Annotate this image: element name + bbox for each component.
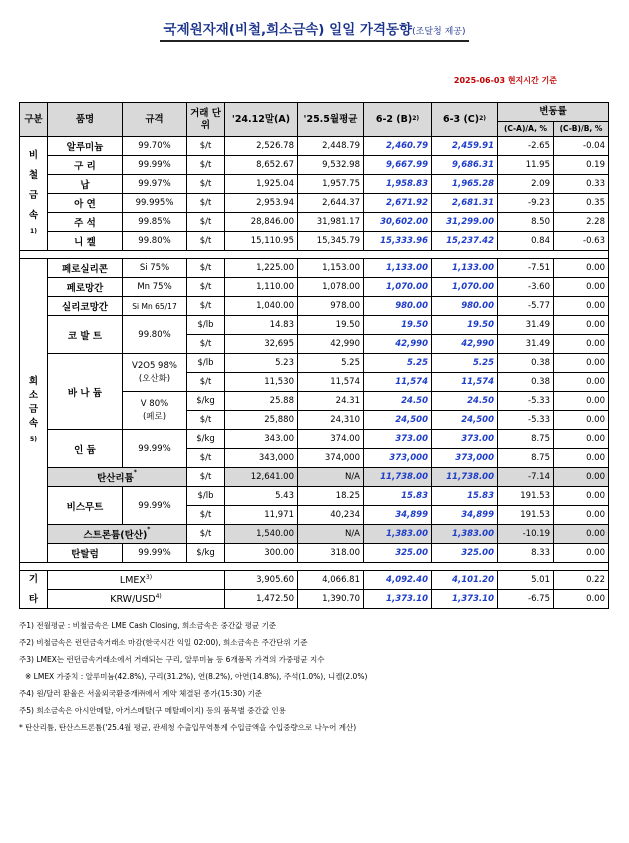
table-row <box>20 297 609 316</box>
rate-cb: 0.00 <box>554 392 609 411</box>
rate-cb: 0.00 <box>554 278 609 297</box>
table-row <box>20 175 609 194</box>
value-0602: 2,671.92 <box>364 194 432 213</box>
value-may25: 18.25 <box>298 487 364 506</box>
value-may25: 374.00 <box>298 430 364 449</box>
item-spec <box>123 354 187 392</box>
rate-ca: 2.09 <box>498 175 554 194</box>
value-0602: 24,500 <box>364 411 432 430</box>
item-unit: $/t <box>187 278 225 297</box>
table-row <box>20 487 609 506</box>
value-may25: 4,066.81 <box>298 571 364 590</box>
page-title: 국제원자재(비철,희소금속) 일일 가격동향(조달청 제공) <box>160 18 470 42</box>
category-nonferrous-label: 비 철 금 속 <box>28 149 39 221</box>
rate-ca: 31.49 <box>498 335 554 354</box>
rate-cb: 0.00 <box>554 335 609 354</box>
item-name: 페로망간 <box>48 278 123 297</box>
value-0602: 1,133.00 <box>364 259 432 278</box>
value-0603: 325.00 <box>432 544 498 563</box>
value-may25: 42,990 <box>298 335 364 354</box>
value-0602: 1,383.00 <box>364 525 432 544</box>
rate-cb: -0.63 <box>554 232 609 251</box>
rate-ca: -10.19 <box>498 525 554 544</box>
value-dec24: 1,540.00 <box>225 525 298 544</box>
table-row <box>20 430 609 449</box>
rate-cb: 0.00 <box>554 259 609 278</box>
table-row <box>20 590 609 609</box>
item-spec: Si Mn 65/17 <box>123 297 187 316</box>
rate-ca: 191.53 <box>498 487 554 506</box>
value-dec24: 8,652.67 <box>225 156 298 175</box>
item-spec: 99.85% <box>123 213 187 232</box>
item-spec: 99.70% <box>123 137 187 156</box>
rate-cb: 0.00 <box>554 506 609 525</box>
item-unit: $/lb <box>187 316 225 335</box>
value-dec24: 25.88 <box>225 392 298 411</box>
item-spec <box>123 392 187 430</box>
value-0603: 1,373.10 <box>432 590 498 609</box>
rate-cb: 0.00 <box>554 525 609 544</box>
rate-ca: 8.33 <box>498 544 554 563</box>
category-nonferrous-note: 1) <box>30 227 37 235</box>
rate-ca: 8.75 <box>498 430 554 449</box>
table-row <box>20 571 609 590</box>
rate-cb: 0.33 <box>554 175 609 194</box>
table-row <box>20 232 609 251</box>
rate-cb: 0.00 <box>554 297 609 316</box>
footnote: 주1) 전월평균 : 비철금속은 LME Cash Closing, 희소금속은 중간값 평균 기준 <box>19 621 277 630</box>
item-name: KRW/USD$^{4)}$ <box>48 590 225 609</box>
item-name: 아 연 <box>48 194 123 213</box>
header-0603: 6-3 $(C)^{2)}$ <box>432 103 498 137</box>
rate-cb: 0.00 <box>554 468 609 487</box>
page-title-source: (조달청 제공) <box>412 27 466 37</box>
value-may25: 2,448.79 <box>298 137 364 156</box>
value-0603: 11,574 <box>432 373 498 392</box>
category-others-label: 기 타 <box>28 573 39 605</box>
item-unit: $/t <box>187 525 225 544</box>
header-spec: 규격 <box>123 103 187 137</box>
item-unit: $/t <box>187 297 225 316</box>
value-may25: 2,644.37 <box>298 194 364 213</box>
value-0603: 31,299.00 <box>432 213 498 232</box>
item-name: 구 리 <box>48 156 123 175</box>
value-may25: 40,234 <box>298 506 364 525</box>
spec-line: (오산화) <box>138 373 171 384</box>
item-name: 페로실리콘 <box>48 259 123 278</box>
value-0602: 2,460.79 <box>364 137 432 156</box>
header-category: 구분 <box>20 103 48 137</box>
value-may25: 31,981.17 <box>298 213 364 232</box>
value-may25: 24,310 <box>298 411 364 430</box>
value-0603: 9,686.31 <box>432 156 498 175</box>
value-may25: 19.50 <box>298 316 364 335</box>
item-name: 납 <box>48 175 123 194</box>
value-0603: 1,965.28 <box>432 175 498 194</box>
value-dec24: 5.43 <box>225 487 298 506</box>
item-name: 인 듐 <box>48 430 123 468</box>
value-0602: 34,899 <box>364 506 432 525</box>
item-unit: $/kg <box>187 430 225 449</box>
value-0602: 15,333.96 <box>364 232 432 251</box>
value-0602: 19.50 <box>364 316 432 335</box>
item-spec: 99.99% <box>123 156 187 175</box>
value-0603: 42,990 <box>432 335 498 354</box>
item-name: 주 석 <box>48 213 123 232</box>
header-rates: 변동률 <box>498 103 609 122</box>
rate-ca: 0.38 <box>498 354 554 373</box>
value-may25: 11,574 <box>298 373 364 392</box>
rate-cb: 0.00 <box>554 354 609 373</box>
table-row <box>20 259 609 278</box>
footnote: ※ LMEX 가중치 : 알루미늄(42.8%), 구리(31.2%), 연(8.2%), 아연(14.8%), 주석(1.0%), 니켈(2.0%) <box>25 672 368 681</box>
rate-ca: 31.49 <box>498 316 554 335</box>
value-0603: 2,459.91 <box>432 137 498 156</box>
item-unit: $/t <box>187 232 225 251</box>
header-may25: '25.5월평균 <box>298 103 364 137</box>
value-0602: 373.00 <box>364 430 432 449</box>
value-0603: 1,133.00 <box>432 259 498 278</box>
value-dec24: 28,846.00 <box>225 213 298 232</box>
value-dec24: 5.23 <box>225 354 298 373</box>
rate-cb: 0.00 <box>554 544 609 563</box>
value-0603: 24.50 <box>432 392 498 411</box>
item-unit: $/t <box>187 373 225 392</box>
item-unit: $/t <box>187 411 225 430</box>
rate-ca: 8.50 <box>498 213 554 232</box>
rate-cb: 0.00 <box>554 449 609 468</box>
rate-ca: 0.84 <box>498 232 554 251</box>
value-0602: 30,602.00 <box>364 213 432 232</box>
rate-ca: -5.77 <box>498 297 554 316</box>
value-0602: 24.50 <box>364 392 432 411</box>
header-rate-ca: (C-A)/A, % <box>498 122 554 137</box>
item-name: 탄산리튬* <box>48 468 187 487</box>
spec-line: (페로) <box>142 411 167 422</box>
value-0602: 4,092.40 <box>364 571 432 590</box>
rate-ca: -5.33 <box>498 411 554 430</box>
rate-cb: 2.28 <box>554 213 609 232</box>
value-0602: 1,958.83 <box>364 175 432 194</box>
value-0602: 9,667.99 <box>364 156 432 175</box>
value-may25: N/A <box>298 468 364 487</box>
spec-line: V 80% <box>140 398 169 409</box>
section-spacer <box>20 251 609 259</box>
item-unit: $/t <box>187 506 225 525</box>
value-dec24: 343.00 <box>225 430 298 449</box>
item-spec: 99.995% <box>123 194 187 213</box>
item-unit: $/lb <box>187 354 225 373</box>
item-name: LMEX$^{3)}$ <box>48 571 225 590</box>
item-unit: $/t <box>187 213 225 232</box>
value-0603: 34,899 <box>432 506 498 525</box>
section-spacer <box>20 563 609 571</box>
value-dec24: 11,530 <box>225 373 298 392</box>
table-row <box>20 137 609 156</box>
value-0602: 1,070.00 <box>364 278 432 297</box>
category-rare-note: 5) <box>30 435 37 443</box>
rate-ca: -6.75 <box>498 590 554 609</box>
footnotes <box>19 617 619 736</box>
value-dec24: 14.83 <box>225 316 298 335</box>
value-0603: 5.25 <box>432 354 498 373</box>
value-may25: 24.31 <box>298 392 364 411</box>
footnote: 주2) 비철금속은 런던금속거래소 마감(한국시간 익일 02:00), 희소금속은 주간단위 기준 <box>19 638 308 647</box>
table-row <box>20 194 609 213</box>
value-dec24: 1,040.00 <box>225 297 298 316</box>
value-may25: 374,000 <box>298 449 364 468</box>
title-wrap <box>0 18 629 42</box>
value-dec24: 300.00 <box>225 544 298 563</box>
rate-cb: 0.00 <box>554 373 609 392</box>
value-dec24: 32,695 <box>225 335 298 354</box>
table-row <box>20 278 609 297</box>
value-0602: 15.83 <box>364 487 432 506</box>
item-name: 실리코망간 <box>48 297 123 316</box>
value-dec24: 2,953.94 <box>225 194 298 213</box>
item-spec: 99.97% <box>123 175 187 194</box>
rate-ca: 11.95 <box>498 156 554 175</box>
value-dec24: 25,880 <box>225 411 298 430</box>
value-0602: 42,990 <box>364 335 432 354</box>
footnote: 주5) 희소금속은 아시안메탈, 아거스메탈(구 메탈페이지) 등의 품목별 중간값 인용 <box>19 706 286 715</box>
header-unit: 거래 단위 <box>187 103 225 137</box>
value-may25: 318.00 <box>298 544 364 563</box>
rate-ca: -2.65 <box>498 137 554 156</box>
value-dec24: 15,110.95 <box>225 232 298 251</box>
item-unit: $/kg <box>187 392 225 411</box>
value-0603: 2,681.31 <box>432 194 498 213</box>
category-nonferrous <box>20 137 48 251</box>
footnote: 주4) 원/달러 환율은 서울외국환중개㈜에서 계약 체결된 종가(15:30) 기준 <box>19 689 263 698</box>
item-unit: $/t <box>187 335 225 354</box>
value-may25: 1,957.75 <box>298 175 364 194</box>
value-0602: 980.00 <box>364 297 432 316</box>
rate-ca: 0.38 <box>498 373 554 392</box>
value-0603: 373.00 <box>432 430 498 449</box>
footnote: * 탄산리튬, 탄산스트론튬('25.4월 평균, 관세청 수출입무역통계 수입금액을 수입중량으로 나누어 계산) <box>19 723 357 732</box>
item-name: 니 켈 <box>48 232 123 251</box>
rate-ca: -7.51 <box>498 259 554 278</box>
header-dec24: '24.12말(A) <box>225 103 298 137</box>
rate-cb: 0.00 <box>554 316 609 335</box>
rate-ca: -3.60 <box>498 278 554 297</box>
value-0603: 980.00 <box>432 297 498 316</box>
rate-cb: 0.35 <box>554 194 609 213</box>
value-0603: 1,383.00 <box>432 525 498 544</box>
category-rare-label: 희 소 금 속 <box>28 375 39 429</box>
header-item: 품명 <box>48 103 123 137</box>
value-may25: 5.25 <box>298 354 364 373</box>
rate-ca: 191.53 <box>498 506 554 525</box>
value-0603: 19.50 <box>432 316 498 335</box>
value-0602: 325.00 <box>364 544 432 563</box>
value-0603: 1,070.00 <box>432 278 498 297</box>
value-0603: 15,237.42 <box>432 232 498 251</box>
item-spec: Mn 75% <box>123 278 187 297</box>
value-dec24: 3,905.60 <box>225 571 298 590</box>
value-dec24: 343,000 <box>225 449 298 468</box>
item-unit: $/t <box>187 156 225 175</box>
category-rare <box>20 259 48 563</box>
value-0602: 373,000 <box>364 449 432 468</box>
item-unit: $/t <box>187 468 225 487</box>
item-name: 스트론튬(탄산)* <box>48 525 187 544</box>
date-line: 2025-06-03 현지시간 기준 <box>453 76 557 85</box>
value-may25: 1,153.00 <box>298 259 364 278</box>
rate-cb: 0.00 <box>554 430 609 449</box>
item-name: 탄탈럼 <box>48 544 123 563</box>
value-dec24: 11,971 <box>225 506 298 525</box>
value-dec24: 1,225.00 <box>225 259 298 278</box>
table-row <box>20 525 609 544</box>
price-table <box>19 102 609 609</box>
rate-cb: 0.00 <box>554 487 609 506</box>
rate-ca: -5.33 <box>498 392 554 411</box>
item-spec: 99.99% <box>123 544 187 563</box>
value-0603: 24,500 <box>432 411 498 430</box>
item-unit: $/t <box>187 259 225 278</box>
header-rate-cb: (C-B)/B, % <box>554 122 609 137</box>
item-unit: $/t <box>187 449 225 468</box>
value-0603: 373,000 <box>432 449 498 468</box>
rate-cb: 0.19 <box>554 156 609 175</box>
value-dec24: 1,110.00 <box>225 278 298 297</box>
value-0603: 4,101.20 <box>432 571 498 590</box>
rate-ca: -9.23 <box>498 194 554 213</box>
item-spec: 99.99% <box>123 430 187 468</box>
item-unit: $/lb <box>187 487 225 506</box>
item-name: 비스무트 <box>48 487 123 525</box>
rate-ca: 5.01 <box>498 571 554 590</box>
item-unit: $/t <box>187 194 225 213</box>
value-0603: 15.83 <box>432 487 498 506</box>
value-may25: 9,532.98 <box>298 156 364 175</box>
table-row <box>20 354 609 373</box>
table-row <box>20 316 609 335</box>
category-others <box>20 571 48 609</box>
value-may25: 1,390.70 <box>298 590 364 609</box>
item-spec: 99.80% <box>123 316 187 354</box>
value-may25: 1,078.00 <box>298 278 364 297</box>
rate-cb: 0.00 <box>554 411 609 430</box>
item-unit: $/t <box>187 175 225 194</box>
table-row <box>20 544 609 563</box>
value-0602: 11,738.00 <box>364 468 432 487</box>
value-dec24: 12,641.00 <box>225 468 298 487</box>
value-dec24: 1,925.04 <box>225 175 298 194</box>
value-0603: 11,738.00 <box>432 468 498 487</box>
value-dec24: 2,526.78 <box>225 137 298 156</box>
item-unit: $/t <box>187 137 225 156</box>
item-spec: 99.80% <box>123 232 187 251</box>
value-0602: 11,574 <box>364 373 432 392</box>
item-unit: $/kg <box>187 544 225 563</box>
rate-cb: 0.00 <box>554 590 609 609</box>
value-0602: 5.25 <box>364 354 432 373</box>
value-may25: 978.00 <box>298 297 364 316</box>
item-name: 알루미늄 <box>48 137 123 156</box>
table-row <box>20 468 609 487</box>
item-spec: Si 75% <box>123 259 187 278</box>
table-row <box>20 156 609 175</box>
rate-ca: -7.14 <box>498 468 554 487</box>
footnote: 주3) LMEX는 런던금속거래소에서 거래되는 구리, 알루미늄 등 6개품목 가격의 가중평균 지수 <box>19 655 325 664</box>
value-may25: 15,345.79 <box>298 232 364 251</box>
table-row <box>20 213 609 232</box>
value-dec24: 1,472.50 <box>225 590 298 609</box>
item-name: 코 발 트 <box>48 316 123 354</box>
rate-ca: 8.75 <box>498 449 554 468</box>
value-may25: N/A <box>298 525 364 544</box>
header-0602: 6-2 $(B)^{2)}$ <box>364 103 432 137</box>
item-spec: 99.99% <box>123 487 187 525</box>
item-name: 바 나 듐 <box>48 354 123 430</box>
rate-cb: 0.22 <box>554 571 609 590</box>
rate-cb: -0.04 <box>554 137 609 156</box>
value-0602: 1,373.10 <box>364 590 432 609</box>
spec-line: V2O5 98% <box>132 360 177 371</box>
